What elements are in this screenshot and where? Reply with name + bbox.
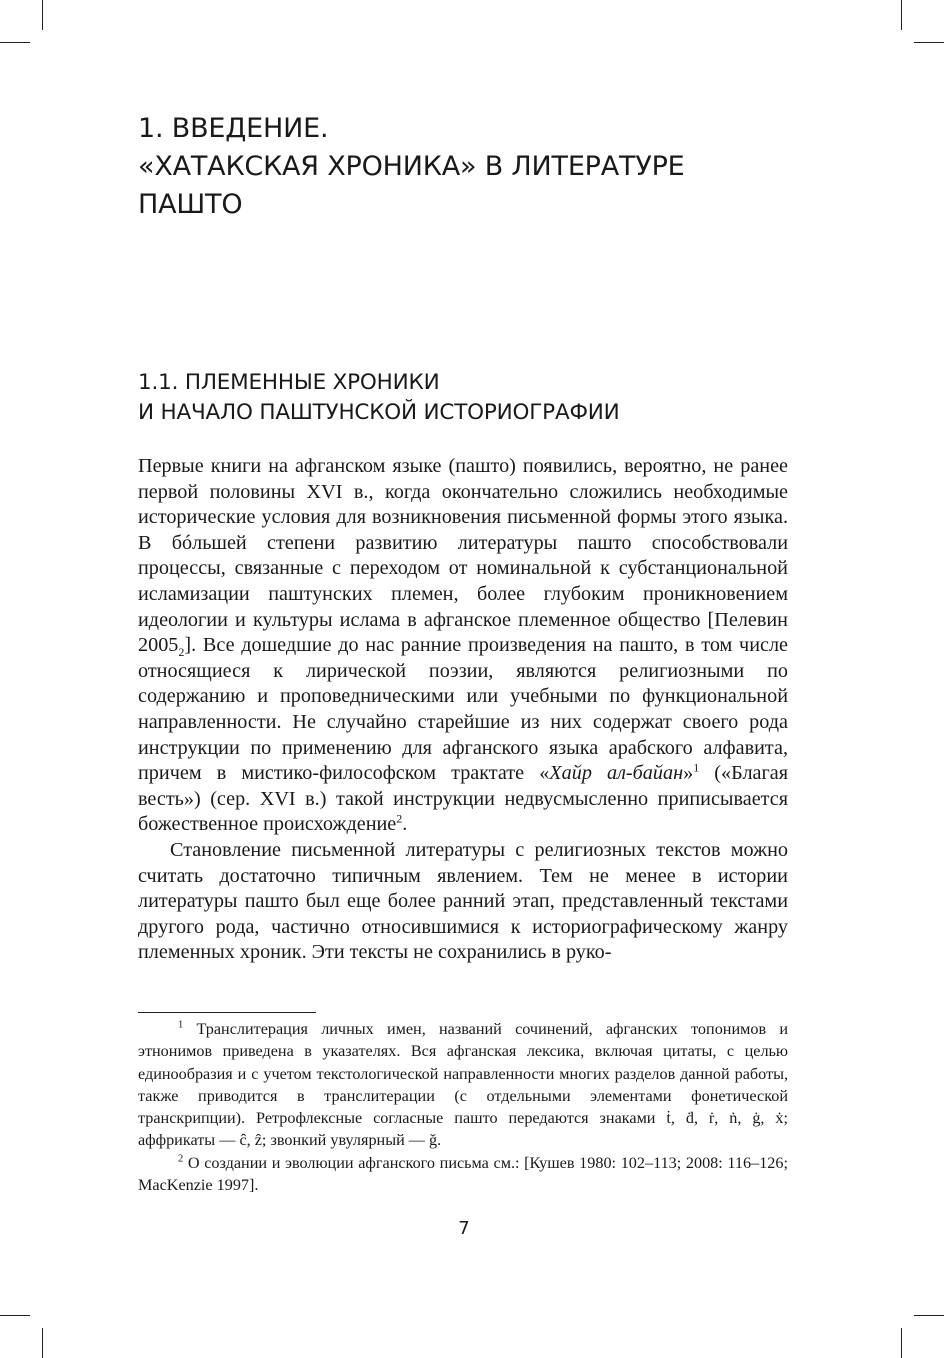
footnote-2 bbox=[138, 1152, 788, 1197]
crop-mark-top-right-h bbox=[914, 42, 944, 43]
footnote-1-text: Транслитерация личных имен, названий сочинений, афганских топонимов и этнонимов приведена в указателях. Вся афганская лексика, включая цитаты, с целью единообразия и с учетом текстологической направленности многих разделов данной работы, также приводится в транслитерации (с отдельными элементами фонетической транскрипции). Ретрофлексные согласные пашто передаются знаками ṫ, ḋ, ṙ, ṅ, ġ, ẋ; аффрикаты — ĉ, ẑ; звонкий увулярный — ǧ. bbox=[138, 1020, 788, 1150]
treatise-title: Хайр ал-байан bbox=[549, 762, 684, 785]
chapter-title bbox=[138, 110, 788, 224]
footnote-divider bbox=[138, 1012, 316, 1013]
footnote-2-mark: 2 bbox=[178, 1153, 184, 1165]
citation-subscript: 2 bbox=[178, 645, 185, 660]
paragraph-1 bbox=[138, 454, 788, 838]
section-title bbox=[138, 368, 788, 428]
crop-mark-bottom-right-v bbox=[901, 1328, 902, 1358]
page-number: 7 bbox=[458, 1218, 470, 1239]
chapter-title-line-2: «ХАТАКСКАЯ ХРОНИКА» В ЛИТЕРАТУРЕ ПАШТО bbox=[138, 151, 685, 220]
page-content bbox=[138, 110, 788, 1195]
footnote-2-text: О создании и эволюции афганского письма см.: [Кушев 1980: 102–113; 2008: 116–126; MacKenzie 1997]. bbox=[138, 1153, 788, 1195]
footnotes bbox=[138, 1018, 788, 1196]
paragraph-1-text-b: ]. Все дошедшие до нас ранние произведения на пашто, в том числе относящиеся к лирической поэзии, являются религиозными по содержанию и проповедническими или учебными по функциональной направленности. Не случайно старейшие из них содержат своего рода инструкции по применению для афганского языка арабского алфавита, причем в мистико-философском трактате « bbox=[138, 634, 788, 785]
chapter-title-line-1: 1. ВВЕДЕНИЕ. bbox=[138, 113, 329, 144]
body-text bbox=[138, 454, 788, 966]
section-title-line-1: 1.1. ПЛЕМЕННЫЕ ХРОНИКИ bbox=[138, 370, 440, 395]
paragraph-2: Становление письменной литературы с религиозных текстов можно считать достаточно типичным явлением. Тем не менее в истории литературы пашто был еще более ранний этап, представленный текстами другого рода, частично относившимися к историографическому жанру племенных хроник. Эти тексты не сохранились в руко- bbox=[138, 838, 788, 964]
crop-mark-top-left-h bbox=[0, 42, 30, 43]
footnote-ref-2[interactable]: 2 bbox=[396, 811, 403, 826]
footnote-ref-1[interactable]: 1 bbox=[693, 760, 700, 775]
paragraph-1-text-e: . bbox=[402, 813, 408, 836]
footnote-1 bbox=[138, 1018, 788, 1152]
paragraph-1-text-d: («Благая весть») (сер. XVI в.) такой инструкции недвусмысленно приписывается божественное происхождение bbox=[138, 762, 788, 836]
paragraph-1-text-a: Первые книги на афганском языке (пашто) появились, вероятно, не ранее первой половины XVI в., когда окончательно сложились необходимые исторические условия для возникновения письменной формы этого языка. В бóльшей степени развитию литературы пашто способствовали процессы, связанные с переходом от номинальной к субстанциональной исламизации паштунских племен, более глубоким проникновением идеологии и культуры ислама в афганское племенное общество [Пелевин 2005 bbox=[138, 455, 788, 657]
crop-mark-top-right-v bbox=[901, 0, 902, 30]
crop-mark-bottom-left-v bbox=[42, 1328, 43, 1358]
paragraph-1-text-c: » bbox=[683, 762, 694, 785]
footnote-1-mark: 1 bbox=[178, 1019, 184, 1031]
crop-mark-bottom-right-h bbox=[914, 1315, 944, 1316]
crop-mark-top-left-v bbox=[42, 0, 43, 30]
crop-mark-bottom-left-h bbox=[0, 1315, 30, 1316]
section-title-line-2: И НАЧАЛО ПАШТУНСКОЙ ИСТОРИОГРАФИИ bbox=[138, 400, 620, 425]
